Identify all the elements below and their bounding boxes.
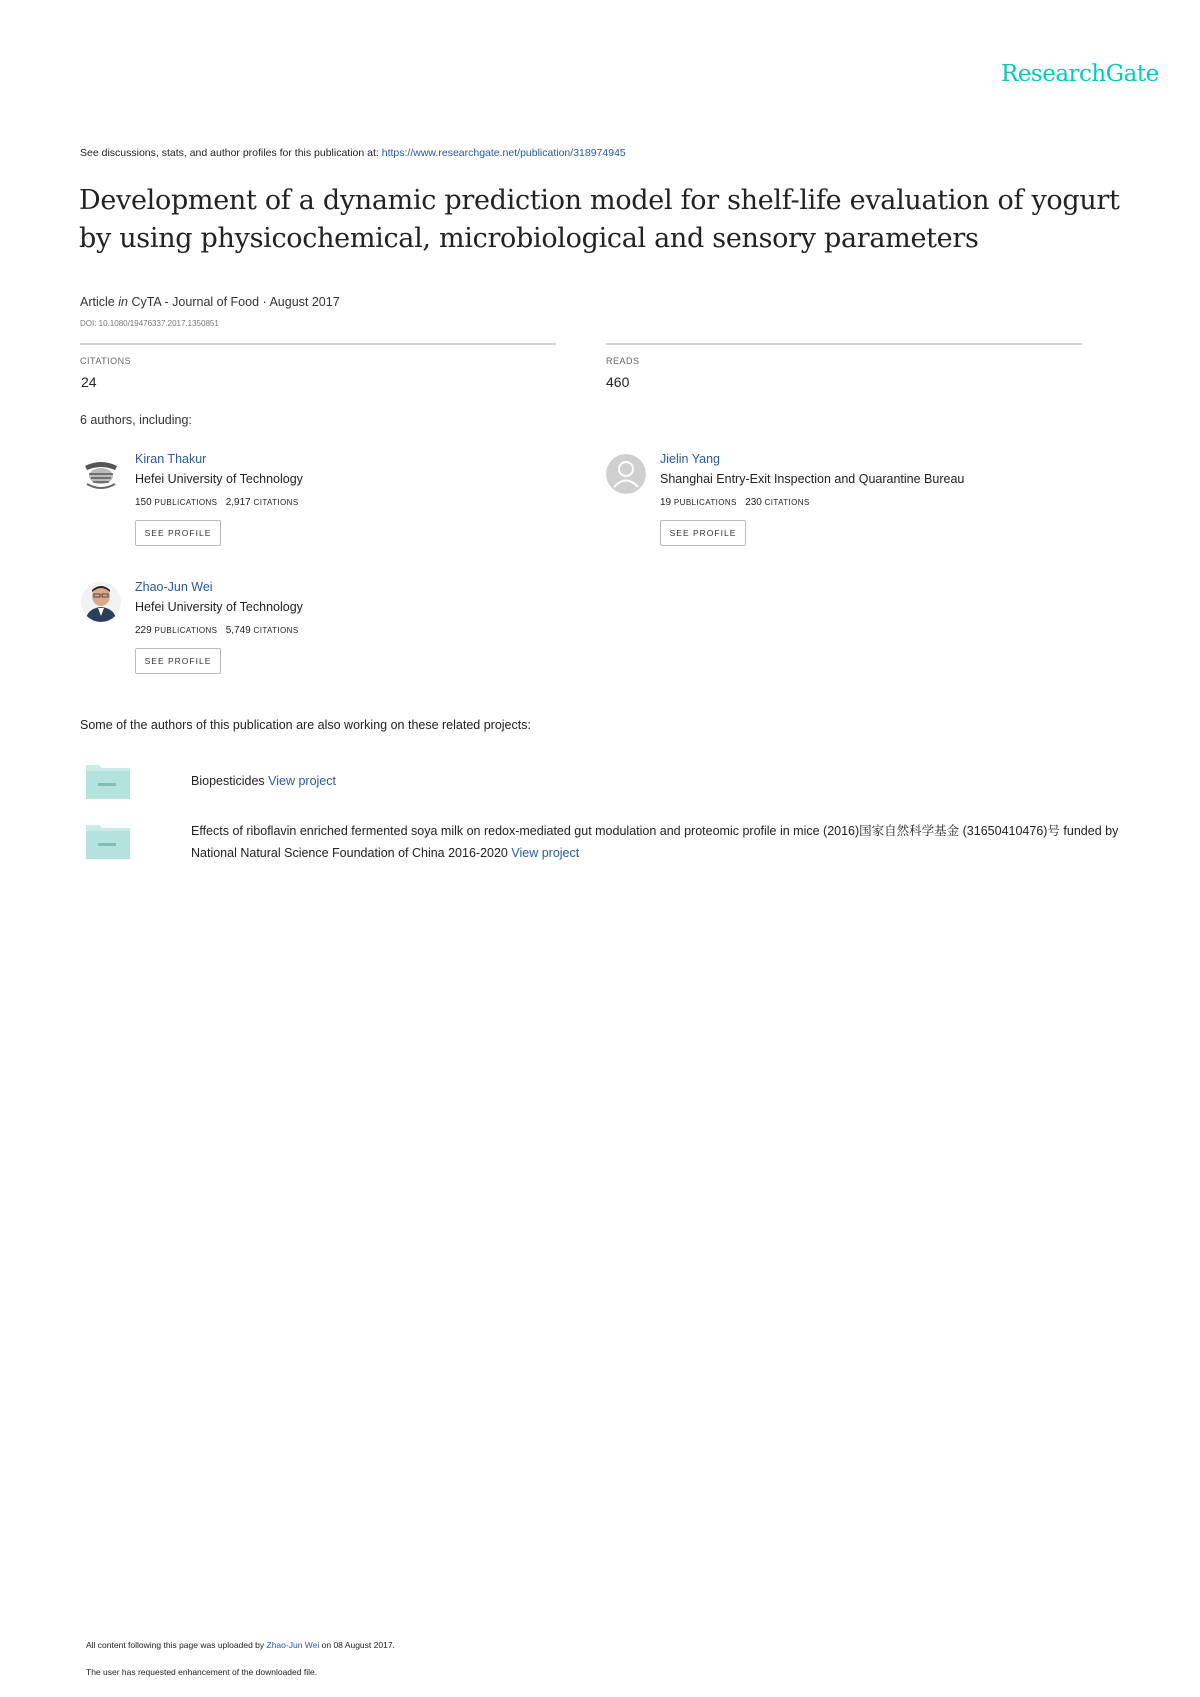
see-profile-button[interactable]: SEE PROFILE [135, 520, 221, 546]
project-folder-icon [85, 762, 131, 800]
default-user-icon [606, 454, 646, 494]
divider-left [80, 343, 556, 345]
author-card [606, 452, 1076, 562]
reads-value: 460 [606, 374, 630, 390]
author-card [81, 580, 551, 690]
publications-label: PUBLICATIONS [154, 498, 218, 507]
projects-heading: Some of the authors of this publication are also working on these related projects: [80, 718, 531, 732]
publications-count: 19 [660, 497, 672, 508]
citations-count: 5,749 [225, 625, 251, 636]
project-text [191, 820, 1131, 864]
project-title: Effects of riboflavin enriched fermented soya milk on redox-mediated gut modulation and proteomic profile in mice (2016)国家自然科学基金 (31650410476)号 funded by National Natural Science Foundation of China 2016-2020 [191, 824, 1119, 860]
citations-label: CITATIONS [80, 356, 132, 366]
publications-label: PUBLICATIONS [154, 626, 218, 635]
author-counts [135, 625, 299, 636]
view-project-link[interactable]: View project [511, 846, 580, 860]
author-counts [660, 497, 810, 508]
publication-type: Article [80, 295, 115, 309]
publication-title: Development of a dynamic prediction model for shelf-life evaluation of yogurt by using physicochemical, microbiological and sensory parameters [79, 185, 1120, 254]
author-name[interactable]: Zhao-Jun Wei [135, 580, 213, 594]
upload-suffix: on 08 August 2017. [319, 1640, 395, 1650]
citations-label: CITATIONS [253, 626, 299, 635]
project-text [191, 770, 1131, 792]
publication-doi: DOI: 10.1080/19476337.2017.1350851 [80, 319, 219, 328]
view-project-link[interactable]: View project [268, 774, 336, 788]
citations-count: 2,917 [225, 497, 251, 508]
author-name[interactable]: Kiran Thakur [135, 452, 207, 466]
publication-meta [80, 295, 340, 309]
citations-count: 230 [745, 497, 762, 508]
project-folder-icon [85, 822, 131, 860]
divider-right [606, 343, 1082, 345]
see-discussions-line [80, 147, 626, 159]
author-institution: Hefei University of Technology [135, 600, 303, 614]
author-card [81, 452, 551, 562]
citations-label: CITATIONS [764, 498, 810, 507]
author-name[interactable]: Jielin Yang [660, 452, 720, 466]
publication-url-link[interactable]: https://www.researchgate.net/publication/318974945 [381, 147, 626, 159]
author-institution: Shanghai Entry-Exit Inspection and Quarantine Bureau [660, 472, 965, 486]
avatar[interactable] [81, 582, 121, 622]
author-counts [135, 497, 299, 508]
publications-label: PUBLICATIONS [673, 498, 737, 507]
authors-heading: 6 authors, including: [80, 413, 192, 427]
publication-venue: CyTA - Journal of Food · August 2017 [131, 295, 340, 309]
uploader-link[interactable]: Zhao-Jun Wei [266, 1640, 320, 1650]
citations-label: CITATIONS [253, 498, 299, 507]
publications-count: 229 [135, 625, 152, 636]
see-profile-button[interactable]: SEE PROFILE [660, 520, 746, 546]
enhancement-note: The user has requested enhancement of the downloaded file. [86, 1667, 318, 1677]
upload-note [86, 1640, 395, 1650]
see-discussions-text: See discussions, stats, and author profiles for this publication at: [80, 147, 382, 159]
upload-prefix: All content following this page was uploaded by [86, 1640, 267, 1650]
citations-value: 24 [81, 374, 97, 390]
publications-count: 150 [135, 497, 152, 508]
publication-in: in [118, 295, 128, 309]
researchgate-logo[interactable]: ResearchGate [1001, 61, 1159, 87]
reads-label: READS [606, 356, 640, 366]
avatar[interactable] [606, 454, 646, 494]
see-profile-button[interactable]: SEE PROFILE [135, 648, 221, 674]
author-institution: Hefei University of Technology [135, 472, 303, 486]
project-title: Biopesticides [191, 774, 269, 788]
avatar[interactable] [81, 454, 121, 494]
